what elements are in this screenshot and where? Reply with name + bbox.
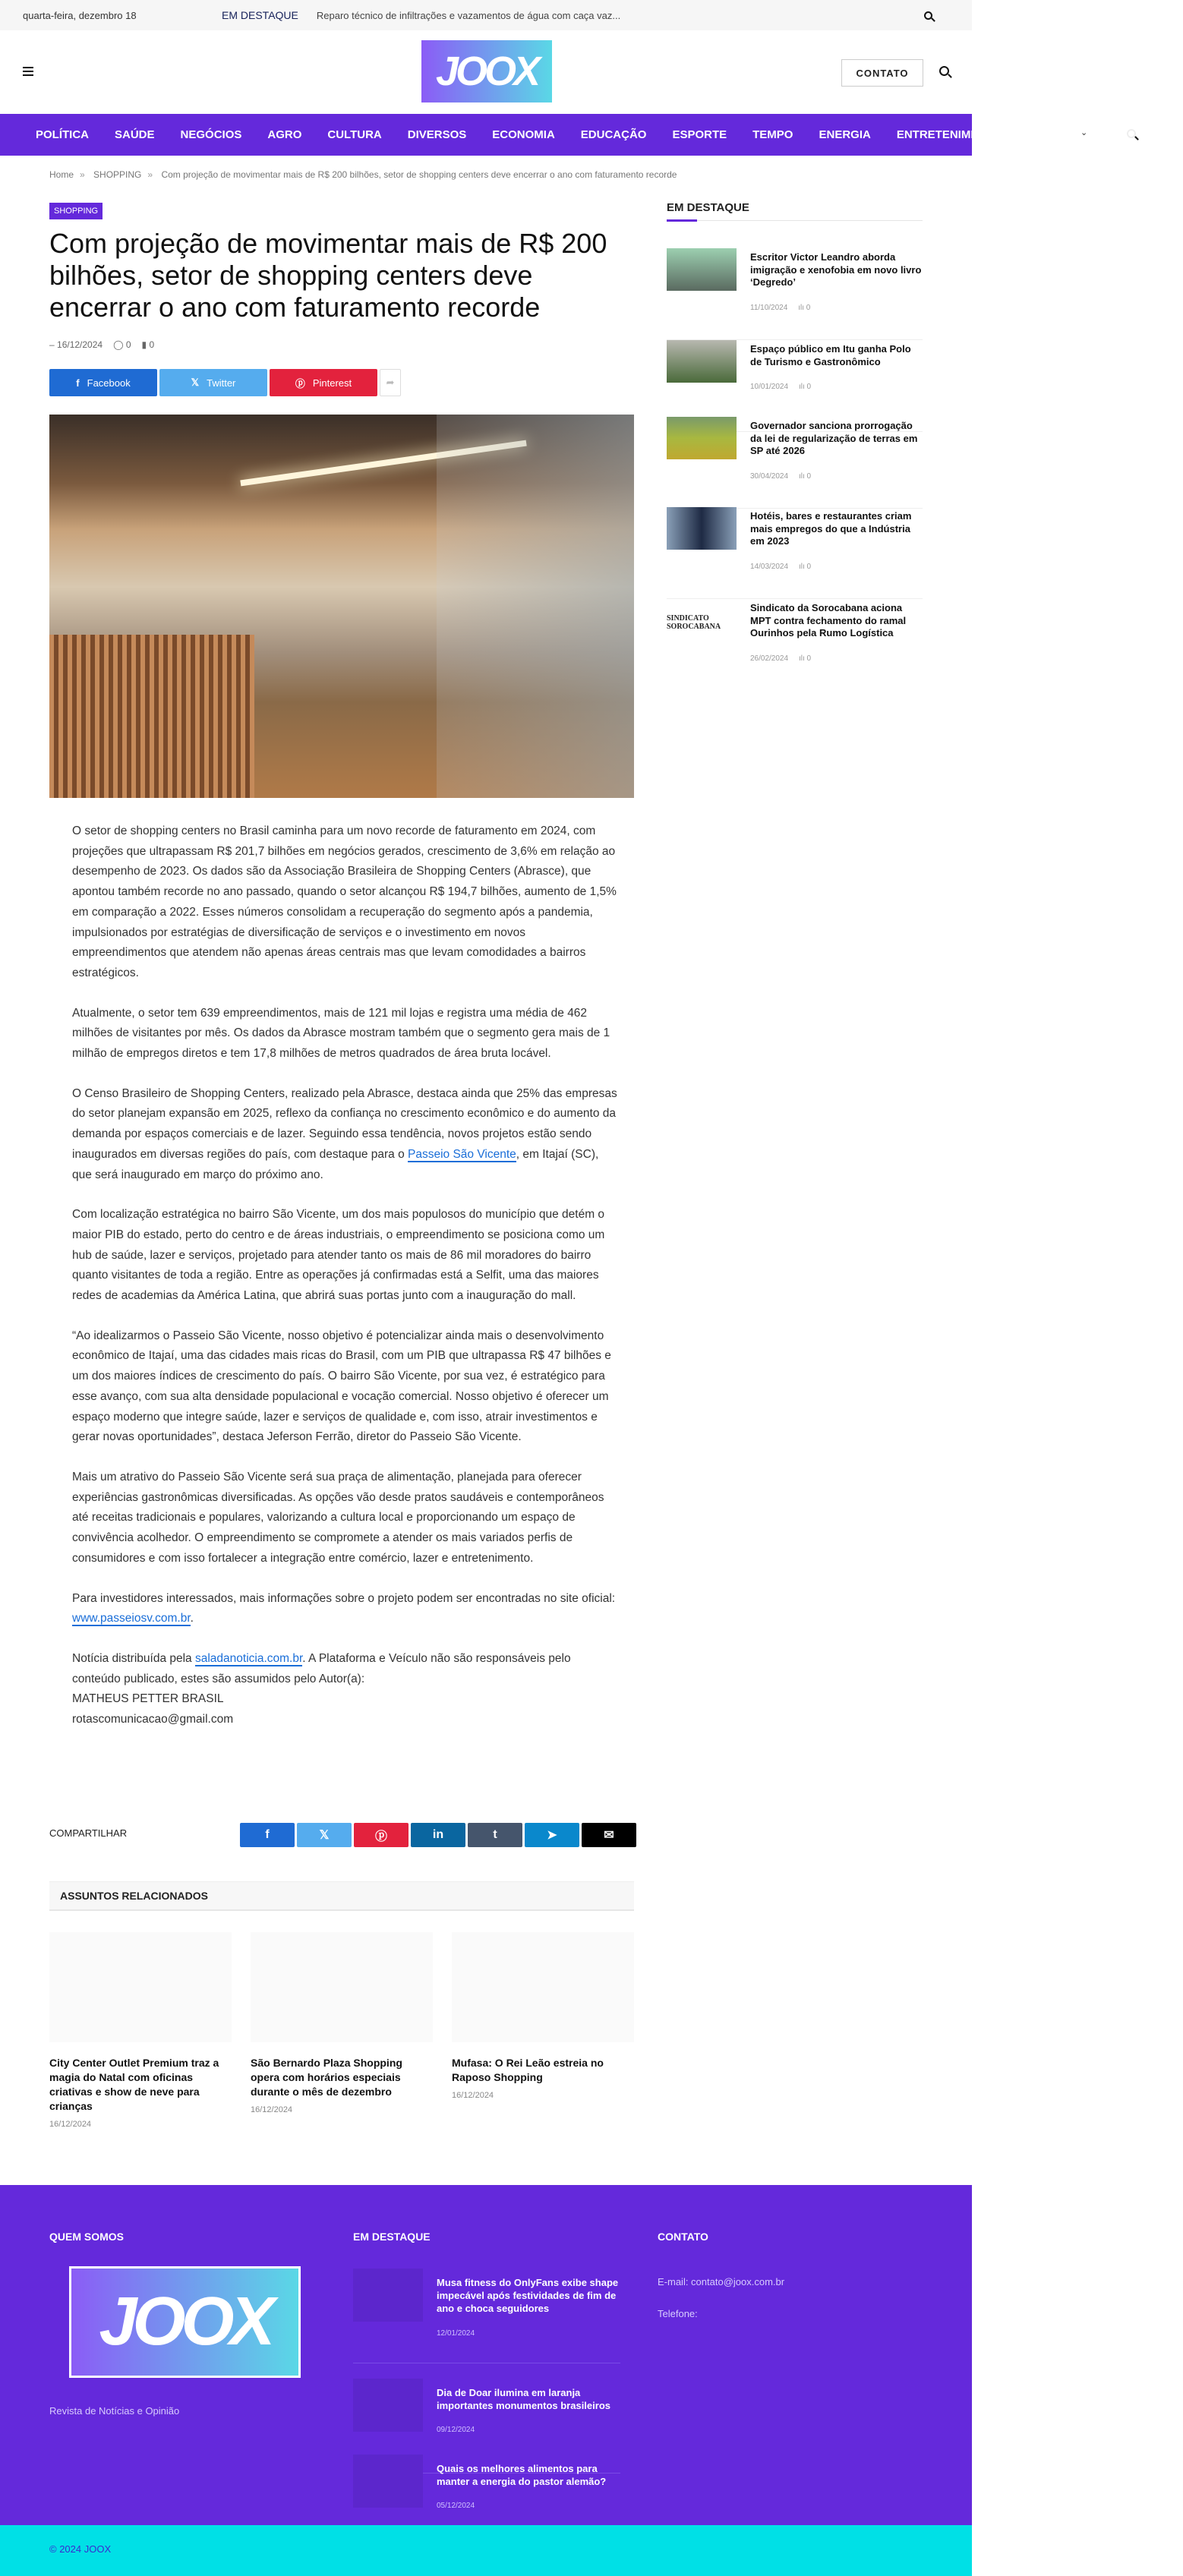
source-link[interactable]: saladanoticia.com.br (194, 1651, 303, 1665)
telegram-icon[interactable]: ➤ (525, 1823, 579, 1847)
footer-heading: EM DESTAQUE (353, 2231, 431, 2243)
footer-heading: CONTATO (658, 2231, 708, 2243)
hamburger-menu-icon[interactable] (23, 67, 33, 76)
footer-phone: Telefone: (658, 2308, 698, 2319)
email-icon[interactable]: ✉ (582, 1823, 636, 1847)
sidebar-thumbnail[interactable] (667, 340, 737, 383)
passeio-link[interactable]: Passeio São Vicente (408, 1147, 516, 1161)
site-link[interactable]: www.passeiosv.com.br (72, 1612, 191, 1625)
footer-logo[interactable]: JOOX (69, 2266, 301, 2378)
pinterest-icon[interactable]: ⓟ (354, 1823, 409, 1847)
footer-featured-title[interactable]: Quais os melhores alimentos para manter a energia do pastor alemão? (437, 2463, 607, 2487)
twitter-share-button[interactable]: 𝕏 Twitter (159, 369, 267, 396)
footer-thumbnail[interactable] (353, 2269, 423, 2322)
author-name: MATHEUS PETTER BRASIL (72, 1692, 224, 1706)
share-top (49, 369, 401, 396)
sidebar-title[interactable]: Espaço público em Itu ganha Polo de Turismo e Gastronômico (750, 343, 911, 367)
nav-item[interactable]: POLÍTICA (36, 128, 89, 141)
sidebar-meta: 14/03/2024 ılı 0 (750, 563, 812, 571)
facebook-icon[interactable]: f (240, 1823, 295, 1847)
comment-count[interactable]: 0 (125, 339, 131, 350)
paragraph: O setor de shopping centers no Brasil caminha para um novo recorde de faturamento em 2024, com projeções que ultrapassam R$ 201,7 bilhões em negócios gerados, crescimento de 3,6% em relação ao desempenho de 2023. Os dados são da Associação Brasileira de Shopping Centers (Abrasce), que apontou também recorde no ano passado, quando o setor alcançou R$ 194,7 bilhões, aumento de 1,5% em comparação a 2022. Esses números consolidam a recuperação do segmento após a pandemia, impulsionados por estratégias de diversificação de serviços e o investimento em novos empreendimentos que atendem não apenas áreas centrais mas que levam comodidades a bairros estratégicos. (72, 825, 617, 979)
pinterest-icon: ⓟ (295, 377, 305, 389)
sidebar-title[interactable]: Sindicato da Sorocabana aciona MPT contra fechamento do ramal Ourinhos pela Rumo Logística (750, 602, 907, 638)
sidebar-item[interactable] (667, 599, 923, 691)
related-title[interactable]: City Center Outlet Premium traz a magia do Natal com oficinas criativas e show de neve para crianças (49, 2057, 219, 2112)
article-body (72, 821, 619, 1730)
contact-button[interactable]: CONTATO (841, 59, 923, 87)
footer-about-text: Revista de Notícias e Opinião (49, 2405, 180, 2417)
sidebar-thumbnail[interactable] (667, 507, 737, 550)
more-share-button[interactable] (380, 369, 401, 396)
nav-item[interactable]: ENTRETENIMENTO (896, 128, 1002, 141)
footer-featured-date: 09/12/2024 (437, 2426, 475, 2434)
related-date: 16/12/2024 (452, 2091, 494, 2100)
related-title[interactable]: Mufasa: O Rei Leão estreia no Raposo Shopping (452, 2057, 604, 2083)
related-title[interactable]: São Bernardo Plaza Shopping opera com horários especiais durante o mês de dezembro (251, 2057, 402, 2098)
footer-thumbnail[interactable] (353, 2379, 423, 2432)
sidebar-item[interactable] (667, 507, 923, 599)
footer-featured-item[interactable] (353, 2269, 620, 2363)
top-bar (0, 0, 972, 30)
linkedin-icon[interactable]: in (411, 1823, 465, 1847)
copyright: © 2024 JOOX (49, 2543, 112, 2555)
nav-item[interactable]: ENERGIA (819, 128, 871, 141)
sidebar-meta: 26/02/2024 ılı 0 (750, 654, 812, 663)
nav-item[interactable]: DIVERSOS (407, 128, 467, 141)
sidebar-meta: 11/10/2024 ılı 0 (750, 304, 811, 312)
sidebar-title[interactable]: Hotéis, bares e restaurantes criam mais empregos do que a Indústria em 2023 (750, 510, 912, 547)
related-date: 16/12/2024 (49, 2120, 92, 2129)
nav-item[interactable]: ECONOMIA (492, 128, 555, 141)
nav-item[interactable]: EDUCAÇÃO (580, 128, 647, 141)
related-thumbnail[interactable] (452, 1932, 634, 2042)
paragraph: Para investidores interessados, mais informações sobre o projeto podem ser encontradas no site oficial: www.passeiosv.com.br. (72, 1591, 616, 1625)
bottom-bar (0, 2525, 972, 2576)
nav-item[interactable]: NEGÓCIOS (180, 128, 242, 141)
sidebar-heading: EM DESTAQUE (667, 201, 749, 214)
paragraph: Atualmente, o setor tem 639 empreendimentos, mais de 121 mil lojas e registra uma média de 462 milhões de visitantes por mês. Os dados da Abrasce mostram também que o segmento gera mais de 1 milhão de empregos diretos e tem 17,8 milhões de metros quadrados de área bruta locável. (72, 1006, 610, 1061)
facebook-share-button[interactable]: f Facebook (49, 369, 157, 396)
footer-thumbnail[interactable] (353, 2455, 423, 2508)
sidebar-thumbnail[interactable]: SINDICATO SOROCABANA (667, 599, 737, 642)
sidebar-thumbnail[interactable] (667, 248, 737, 291)
sidebar-thumbnail[interactable] (667, 417, 737, 459)
related-item[interactable] (251, 1932, 433, 2114)
article-image (49, 415, 634, 798)
related-thumbnail[interactable] (251, 1932, 433, 2042)
sidebar-item[interactable] (667, 248, 923, 340)
paragraph: O Censo Brasileiro de Shopping Centers, realizado pela Abrasce, destaca ainda que 25% das empresas do setor planejam expansão em 2025, reflexo da confiança no crescimento econômico e do aumento da demanda por espaços comerciais e de lazer. Seguindo essa tendência, novos projetos estão sendo inaugurados em diversas regiões do país, com destaque para o Passeio São Vicente, em Itajaí (SC), que será inaugurado em março do próximo ano. (72, 1086, 617, 1181)
related-thumbnail[interactable] (49, 1932, 232, 2042)
breadcrumb: Home » SHOPPING » Com projeção de movimentar mais de R$ 200 bilhões, setor de shopping centers deve encerrar o ano com faturamento recorde (49, 169, 677, 180)
footer-featured-date: 12/01/2024 (437, 2329, 475, 2338)
page (0, 0, 1002, 156)
breadcrumb-current: Com projeção de movimentar mais de R$ 200 bilhões, setor de shopping centers deve encerrar o ano com faturamento recorde (161, 169, 677, 180)
category-badge[interactable]: SHOPPING (49, 203, 103, 219)
sidebar-title[interactable]: Escritor Victor Leandro aborda imigração e xenofobia em novo livro ‘Degredo’ (750, 251, 922, 288)
current-date: quarta-feira, dezembro 18 (23, 9, 137, 21)
nav-overflow (972, 114, 1183, 156)
search-icon[interactable] (1127, 129, 1136, 138)
article-meta: – 16/12/2024 ◯ 0 ▮ 0 (49, 339, 155, 350)
nav-item[interactable]: AGRO (267, 128, 302, 141)
x-icon[interactable]: 𝕏 (297, 1823, 352, 1847)
share-bottom (240, 1823, 636, 1847)
view-count: 0 (149, 339, 155, 350)
author-email: rotascomunicacao@gmail.com (72, 1713, 234, 1726)
nav-item[interactable]: TEMPO (752, 128, 793, 141)
footer-featured-title[interactable]: Musa fitness do OnlyFans exibe shape impecável após festividades de fim de ano e choca seguidores (437, 2277, 619, 2314)
main-nav (0, 114, 1002, 156)
highlight-label: EM DESTAQUE (222, 9, 298, 21)
pinterest-share-button[interactable]: ⓟ Pinterest (270, 369, 377, 396)
paragraph: “Ao idealizarmos o Passeio São Vicente, nosso objetivo é potencializar ainda mais o desenvolvimento econômico de Itajaí, uma das cidades mais ricas do Brasil, com um PIB que ultrapassa R$ 47 bilhões e um dos maiores índices de crescimento do país. O bairro São Vicente, por sua vez, é estratégico para esse avanço, com sua alta densidade populacional e vocação comercial. Nosso objetivo é oferecer um espaço moderno que integre saúde, lazer e serviços de qualidade e, com isso, atrair investimentos e gerar novas oportunidades”, destaca Jeferson Ferrão, diretor do Passeio São Vicente. (72, 1329, 611, 1444)
sidebar-meta: 30/04/2024 ılı 0 (750, 472, 812, 481)
share-label: COMPARTILHAR (49, 1827, 128, 1839)
site-logo[interactable]: JOOX (421, 40, 552, 102)
views-icon: ▮ (141, 339, 147, 350)
search-icon[interactable] (939, 66, 949, 76)
footer-featured-title[interactable]: Dia de Doar ilumina em laranja importantes monumentos brasileiros (437, 2387, 610, 2411)
x-icon: 𝕏 (191, 377, 200, 388)
nav-item[interactable]: SAÚDE (115, 128, 155, 141)
comment-icon: ◯ (113, 339, 124, 350)
related-item[interactable] (452, 1932, 634, 2100)
sidebar-title[interactable]: Governador sanciona prorrogação da lei de regularização de terras em SP até 2026 (750, 420, 918, 456)
paragraph: Com localização estratégica no bairro São Vicente, um dos mais populosos do município que detém o maior PIB do estado, perto do centro e de áreas industriais, o empreendimento se posiciona como um hub de saúde, lazer e serviços, projetado para atender tanto os mais de 86 mil moradores do bairro quanto visitantes de toda a região. Entre as operações já confirmadas está a Selfit, uma das maiores redes de academias da América Latina, que abrirá suas portas junto com a inauguração do mall. (72, 1208, 605, 1303)
nav-item[interactable]: CULTURA (327, 128, 382, 141)
nav-item[interactable]: ESPORTE (672, 128, 727, 141)
related-date: 16/12/2024 (251, 2105, 293, 2114)
paragraph: Mais um atrativo do Passeio São Vicente será sua praça de alimentação, planejada para oferecer experiências gastronômicas diversificadas. As opções vão desde pratos saudáveis e contemporâneos até receitas tradicionais e populares, valorizando a cultura local e proporcionando um espaço de convivência acolhedor. O empreendimento se compromete a atender os mais variados perfis de consumidores e com isso fortalecer a integração entre comércio, lazer e entretenimento. (72, 1470, 604, 1565)
sidebar-divider (667, 220, 923, 221)
chevron-down-icon[interactable]: ⌄ (1080, 128, 1088, 137)
header (0, 30, 972, 114)
sidebar-meta: 10/01/2024 ılı 0 (750, 383, 812, 391)
tumblr-icon[interactable]: t (468, 1823, 522, 1847)
search-icon[interactable] (924, 11, 932, 20)
footer-email[interactable]: E-mail: contato@joox.com.br (658, 2276, 785, 2288)
share-arrow-icon: ➦ (386, 377, 395, 388)
article-title: Com projeção de movimentar mais de R$ 200 bilhões, setor de shopping centers deve encerrar o ano com faturamento recorde (49, 228, 607, 323)
related-heading: ASSUNTOS RELACIONADOS (49, 1881, 634, 1911)
footer-heading: QUEM SOMOS (49, 2231, 125, 2243)
footer-featured-date: 05/12/2024 (437, 2502, 475, 2510)
breadcrumb-section[interactable]: SHOPPING (93, 169, 142, 180)
paragraph: Notícia distribuída pela saladanoticia.com.br. A Plataforma e Veículo não são responsáveis pelo conteúdo publicado, estes são assumidos pelo Autor(a): (72, 1651, 571, 1685)
ticker-link[interactable]: Reparo técnico de infiltrações e vazamentos de água com caça vaz... (316, 9, 621, 21)
related-item[interactable] (49, 1932, 232, 2129)
sidebar-item[interactable] (667, 417, 923, 509)
article-date: 16/12/2024 (57, 339, 103, 350)
facebook-icon: f (76, 377, 80, 389)
breadcrumb-home[interactable]: Home (49, 169, 74, 180)
footer (0, 2185, 972, 2525)
